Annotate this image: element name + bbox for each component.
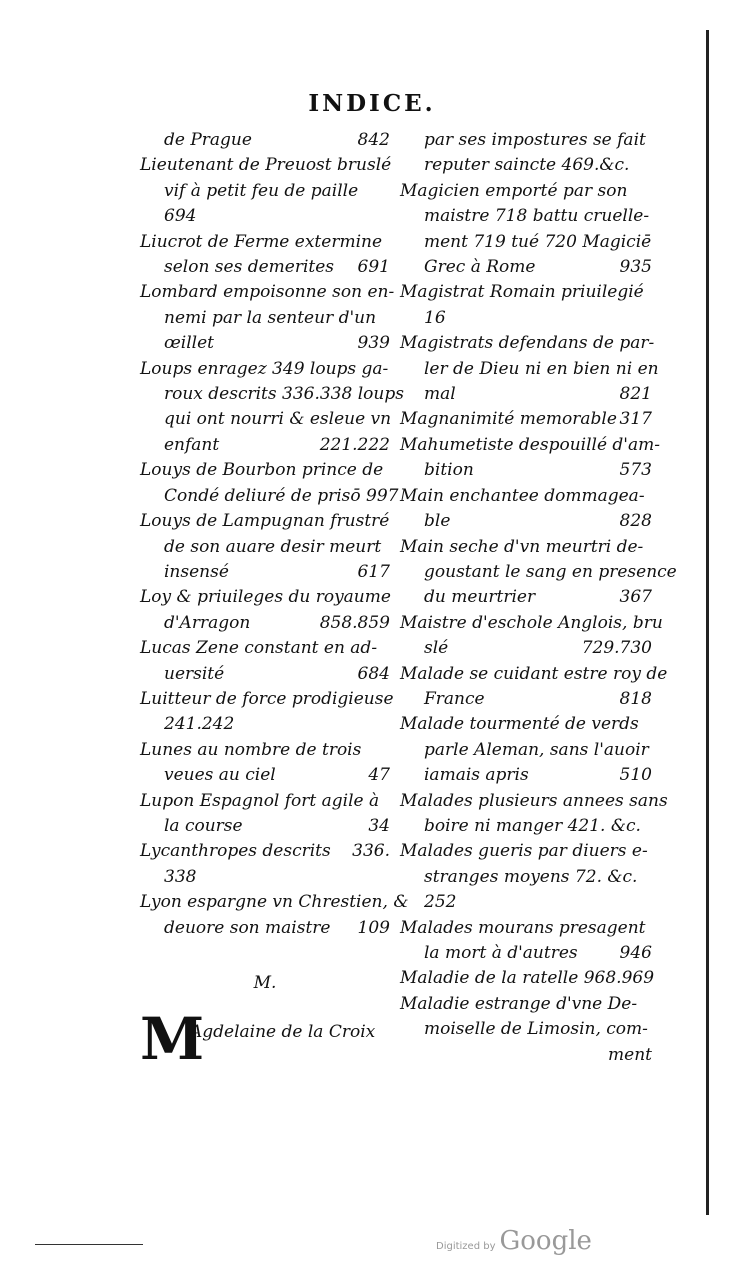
entry-line xyxy=(400,814,652,839)
entry-text: insensé xyxy=(164,561,229,582)
entry-page-number: 510 xyxy=(619,765,652,786)
entry-line xyxy=(140,814,390,839)
left-column xyxy=(140,128,409,1094)
entry-page-number: 858.859 xyxy=(319,612,390,633)
page-edge-line xyxy=(706,30,709,1215)
entry-line xyxy=(400,966,655,991)
entry-text: 694 xyxy=(164,206,197,227)
index-entry xyxy=(140,128,390,153)
entry-page-number: 729.730 xyxy=(581,638,652,659)
index-entry xyxy=(400,916,652,967)
entry-line xyxy=(140,255,390,280)
index-entry xyxy=(140,636,390,687)
entry-text: Liucrot de Ferme extermine xyxy=(140,231,383,252)
entry-line xyxy=(400,458,652,483)
entry-line xyxy=(400,230,652,255)
entry-line xyxy=(140,789,390,814)
entry-page-number: 691 xyxy=(357,257,390,278)
entry-text: mal xyxy=(424,384,456,405)
entry-line xyxy=(400,509,652,534)
entry-text: selon ses demerites xyxy=(164,257,335,278)
entry-page-number: 317 xyxy=(619,409,652,430)
index-entry xyxy=(140,789,390,840)
index-entry xyxy=(400,331,659,407)
entry-text: Lombard empoisonne son en- xyxy=(140,282,395,303)
entry-text: Malades gueris par diuers e- xyxy=(400,841,648,862)
entry-text: 252 xyxy=(424,892,457,913)
entry-line xyxy=(140,585,390,610)
dropcap-letter: M xyxy=(140,1005,205,1074)
entry-text: stranges moyens 72. &c. xyxy=(424,866,638,887)
entry-line xyxy=(400,916,652,941)
entry-line xyxy=(140,230,390,255)
dropcap-entry xyxy=(140,1005,390,1094)
entry-text: 338 xyxy=(164,866,197,887)
entry-text: Loy & priuileges du royaume xyxy=(140,587,391,608)
entry-line xyxy=(140,509,390,534)
entry-text: ler de Dieu ni en bien ni en xyxy=(424,358,659,379)
entry-text: œillet xyxy=(164,333,215,354)
entry-line xyxy=(400,763,652,788)
entry-line xyxy=(400,636,652,661)
left-entry-list xyxy=(140,128,409,941)
entry-text: par ses impostures se fait xyxy=(424,130,646,150)
entry-line xyxy=(140,636,390,661)
entry-line xyxy=(400,890,652,915)
entry-line xyxy=(400,992,652,1017)
entry-text: Lyon espargne vn Chrestien, & xyxy=(140,892,409,913)
entry-line xyxy=(140,712,390,737)
index-entry xyxy=(140,458,399,509)
entry-line xyxy=(140,890,409,915)
index-entry xyxy=(400,179,652,281)
entry-line xyxy=(400,1043,652,1068)
entry-line xyxy=(140,153,390,178)
entry-line xyxy=(140,738,390,763)
entry-page-number: 939 xyxy=(357,333,390,354)
entry-line xyxy=(140,306,390,331)
watermark-small-text: Digitized by xyxy=(436,1241,496,1252)
entry-line xyxy=(400,153,652,178)
entry-line xyxy=(400,357,659,382)
index-entry xyxy=(140,890,409,941)
entry-text: boire ni manger 421. &c. xyxy=(424,815,641,836)
entry-page-number: 109 xyxy=(357,917,390,938)
entry-text: enfant xyxy=(164,434,220,455)
entry-page-number: 935 xyxy=(619,257,652,278)
section-letter: M. xyxy=(253,973,277,993)
entry-line xyxy=(400,839,652,864)
entry-page-number: 828 xyxy=(619,511,652,532)
entry-line xyxy=(140,407,390,432)
index-entry xyxy=(400,966,655,991)
entry-text: Maistre d'eschole Anglois, bru xyxy=(400,612,663,633)
entry-line xyxy=(140,763,390,788)
entry-line xyxy=(140,560,390,585)
entry-line xyxy=(400,712,652,737)
entry-text: Malades plusieurs annees sans xyxy=(400,790,668,811)
entry-text: France xyxy=(424,688,485,709)
entry-page-number: 842 xyxy=(357,130,390,150)
entry-line xyxy=(400,128,652,153)
index-entry xyxy=(400,712,652,788)
entry-line xyxy=(400,204,652,229)
entry-text: Malade tourmenté de verds xyxy=(400,714,639,735)
entry-text: goustant le sang en presence xyxy=(424,561,677,582)
entry-line xyxy=(140,865,390,890)
entry-line xyxy=(140,357,390,382)
entry-text: reputer saincte 469.&c. xyxy=(424,155,630,176)
entry-text: slé xyxy=(424,638,449,659)
entry-page-number: 818 xyxy=(619,688,652,709)
entry-line xyxy=(140,687,394,712)
entry-line xyxy=(400,535,652,560)
index-entry xyxy=(400,839,652,915)
entry-line xyxy=(400,1017,652,1042)
entry-line xyxy=(140,331,390,356)
entry-line xyxy=(140,611,390,636)
entry-text: la course xyxy=(164,815,243,836)
watermark-logo-text: Google xyxy=(499,1226,592,1256)
entry-line xyxy=(400,585,652,610)
entry-line xyxy=(400,611,663,636)
entry-page-number: 34 xyxy=(368,815,390,836)
entry-line xyxy=(400,255,652,280)
page-header: INDICE. xyxy=(308,90,436,117)
index-entry xyxy=(140,357,404,459)
entry-line xyxy=(140,382,404,407)
index-entry xyxy=(400,992,652,1068)
entry-text: uersité xyxy=(164,663,225,684)
entry-line xyxy=(140,458,390,483)
entry-text: Mahumetiste despouillé d'am- xyxy=(400,434,660,455)
entry-text: nemi par la senteur d'un xyxy=(164,307,377,328)
entry-text: Malades mourans presagent xyxy=(400,917,646,938)
entry-page-number: 47 xyxy=(368,765,390,786)
entry-line xyxy=(140,433,390,458)
entry-text: Loups enragez 349 loups ga- xyxy=(140,358,389,379)
entry-text: Magnanimité memorable xyxy=(400,409,617,430)
entry-text: de Prague xyxy=(164,130,252,150)
entry-text: du meurtrier xyxy=(424,587,536,608)
entry-line xyxy=(400,738,652,763)
entry-page-number: 617 xyxy=(357,561,390,582)
right-column xyxy=(400,128,677,1068)
entry-line xyxy=(140,204,390,229)
entry-text: deuore son maistre xyxy=(164,917,331,938)
entry-text: Lupon Espagnol fort agile à xyxy=(140,790,380,811)
bottom-rule xyxy=(35,1244,143,1245)
entry-page-number: 221.222 xyxy=(319,434,390,455)
entry-text: bition xyxy=(424,460,474,481)
entry-line xyxy=(400,789,668,814)
entry-text: moiselle de Limosin, com- xyxy=(424,1019,648,1040)
index-entry xyxy=(400,407,652,432)
entry-line xyxy=(140,128,390,153)
index-entry xyxy=(140,839,390,890)
entry-text: iamais apris xyxy=(424,765,529,786)
entry-text: Grec à Rome xyxy=(424,257,536,278)
entry-text: de son auare desir meurt xyxy=(164,536,382,557)
entry-text: Main seche d'vn meurtri de- xyxy=(400,536,644,557)
entry-text: d'Arragon xyxy=(164,612,251,633)
entry-text: la mort à d'autres xyxy=(424,943,578,963)
entry-line xyxy=(400,662,668,687)
entry-page-number: 336. xyxy=(352,841,390,862)
entry-text: Louys de Lampugnan frustré xyxy=(140,511,390,532)
entry-text: Lunes au nombre de trois xyxy=(140,739,362,760)
entry-line xyxy=(140,839,390,864)
entry-text: 241.242 xyxy=(164,714,235,735)
index-entry xyxy=(400,484,652,535)
entry-line xyxy=(140,535,390,560)
entry-text: Magistrats defendans de par- xyxy=(400,333,655,354)
entry-line xyxy=(400,433,660,458)
digitized-watermark xyxy=(436,1226,592,1256)
entry-line xyxy=(140,484,399,509)
entry-line xyxy=(400,484,652,509)
entry-text: Magistrat Romain priuilegié xyxy=(400,282,644,303)
index-entry xyxy=(400,433,660,484)
entry-line xyxy=(140,916,390,941)
entry-text: parle Aleman, sans l'auoir xyxy=(424,739,649,760)
entry-line xyxy=(400,865,652,890)
entry-text: Main enchantee dommagea- xyxy=(400,485,645,506)
index-entry xyxy=(400,611,663,662)
entry-line xyxy=(400,382,652,407)
entry-line xyxy=(140,280,395,305)
entry-line xyxy=(400,407,652,432)
index-entry xyxy=(140,153,390,229)
entry-page-number: 946 xyxy=(619,943,652,963)
index-entry xyxy=(140,738,390,789)
entry-text: roux descrits 336.338 loups xyxy=(164,384,404,405)
entry-text: Magicien emporté par son xyxy=(400,180,628,201)
index-entry xyxy=(400,535,677,611)
entry-line xyxy=(140,179,390,204)
entry-line xyxy=(140,662,390,687)
entry-text: 16 xyxy=(424,307,446,328)
index-entry xyxy=(400,662,668,713)
entry-text: Malade se cuidant estre roy de xyxy=(400,663,668,684)
entry-text: Lucas Zene constant en ad- xyxy=(140,638,378,659)
index-entry xyxy=(140,585,390,636)
entry-text: ble xyxy=(424,511,451,532)
entry-text: Condé deliuré de prisō 997 xyxy=(164,485,399,506)
entry-page-number: 573 xyxy=(619,460,652,481)
entry-line xyxy=(400,331,655,356)
entry-text: ment xyxy=(608,1044,652,1065)
index-entry xyxy=(140,509,390,585)
entry-text: Lycanthropes descrits xyxy=(140,841,331,862)
entry-text: Maladie de la ratelle 968.969 xyxy=(400,968,655,989)
entry-line xyxy=(400,179,652,204)
entry-line xyxy=(400,306,652,331)
index-entry xyxy=(400,280,652,331)
index-entry xyxy=(400,789,668,840)
index-entry xyxy=(140,230,390,281)
dropcap-text: Agdelaine de la Croix xyxy=(190,1022,376,1043)
entry-text: Lieutenant de Preuost bruslé xyxy=(140,155,392,176)
index-entry xyxy=(140,687,394,738)
entry-page-number: 684 xyxy=(357,663,390,684)
entry-text: maistre 718 battu cruelle- xyxy=(424,206,650,227)
entry-line xyxy=(400,687,652,712)
entry-text: vif à petit feu de paille xyxy=(164,180,359,201)
entry-text: Luitteur de force prodigieuse xyxy=(140,688,394,709)
entry-line xyxy=(400,941,652,966)
entry-page-number: 821 xyxy=(619,384,652,405)
entry-line xyxy=(400,280,652,305)
entry-text: Maladie estrange d'vne De- xyxy=(400,993,638,1014)
entry-line xyxy=(400,560,677,585)
entry-text: ment 719 tué 720 Magiciē xyxy=(424,231,652,252)
entry-text: qui ont nourri & esleue vn xyxy=(164,409,392,430)
entry-page-number: 367 xyxy=(619,587,652,608)
entry-text: Louys de Bourbon prince de xyxy=(140,460,384,481)
right-entry-list xyxy=(400,128,677,1068)
index-entry xyxy=(400,128,652,179)
index-entry xyxy=(140,280,395,356)
entry-text: veues au ciel xyxy=(164,765,276,786)
